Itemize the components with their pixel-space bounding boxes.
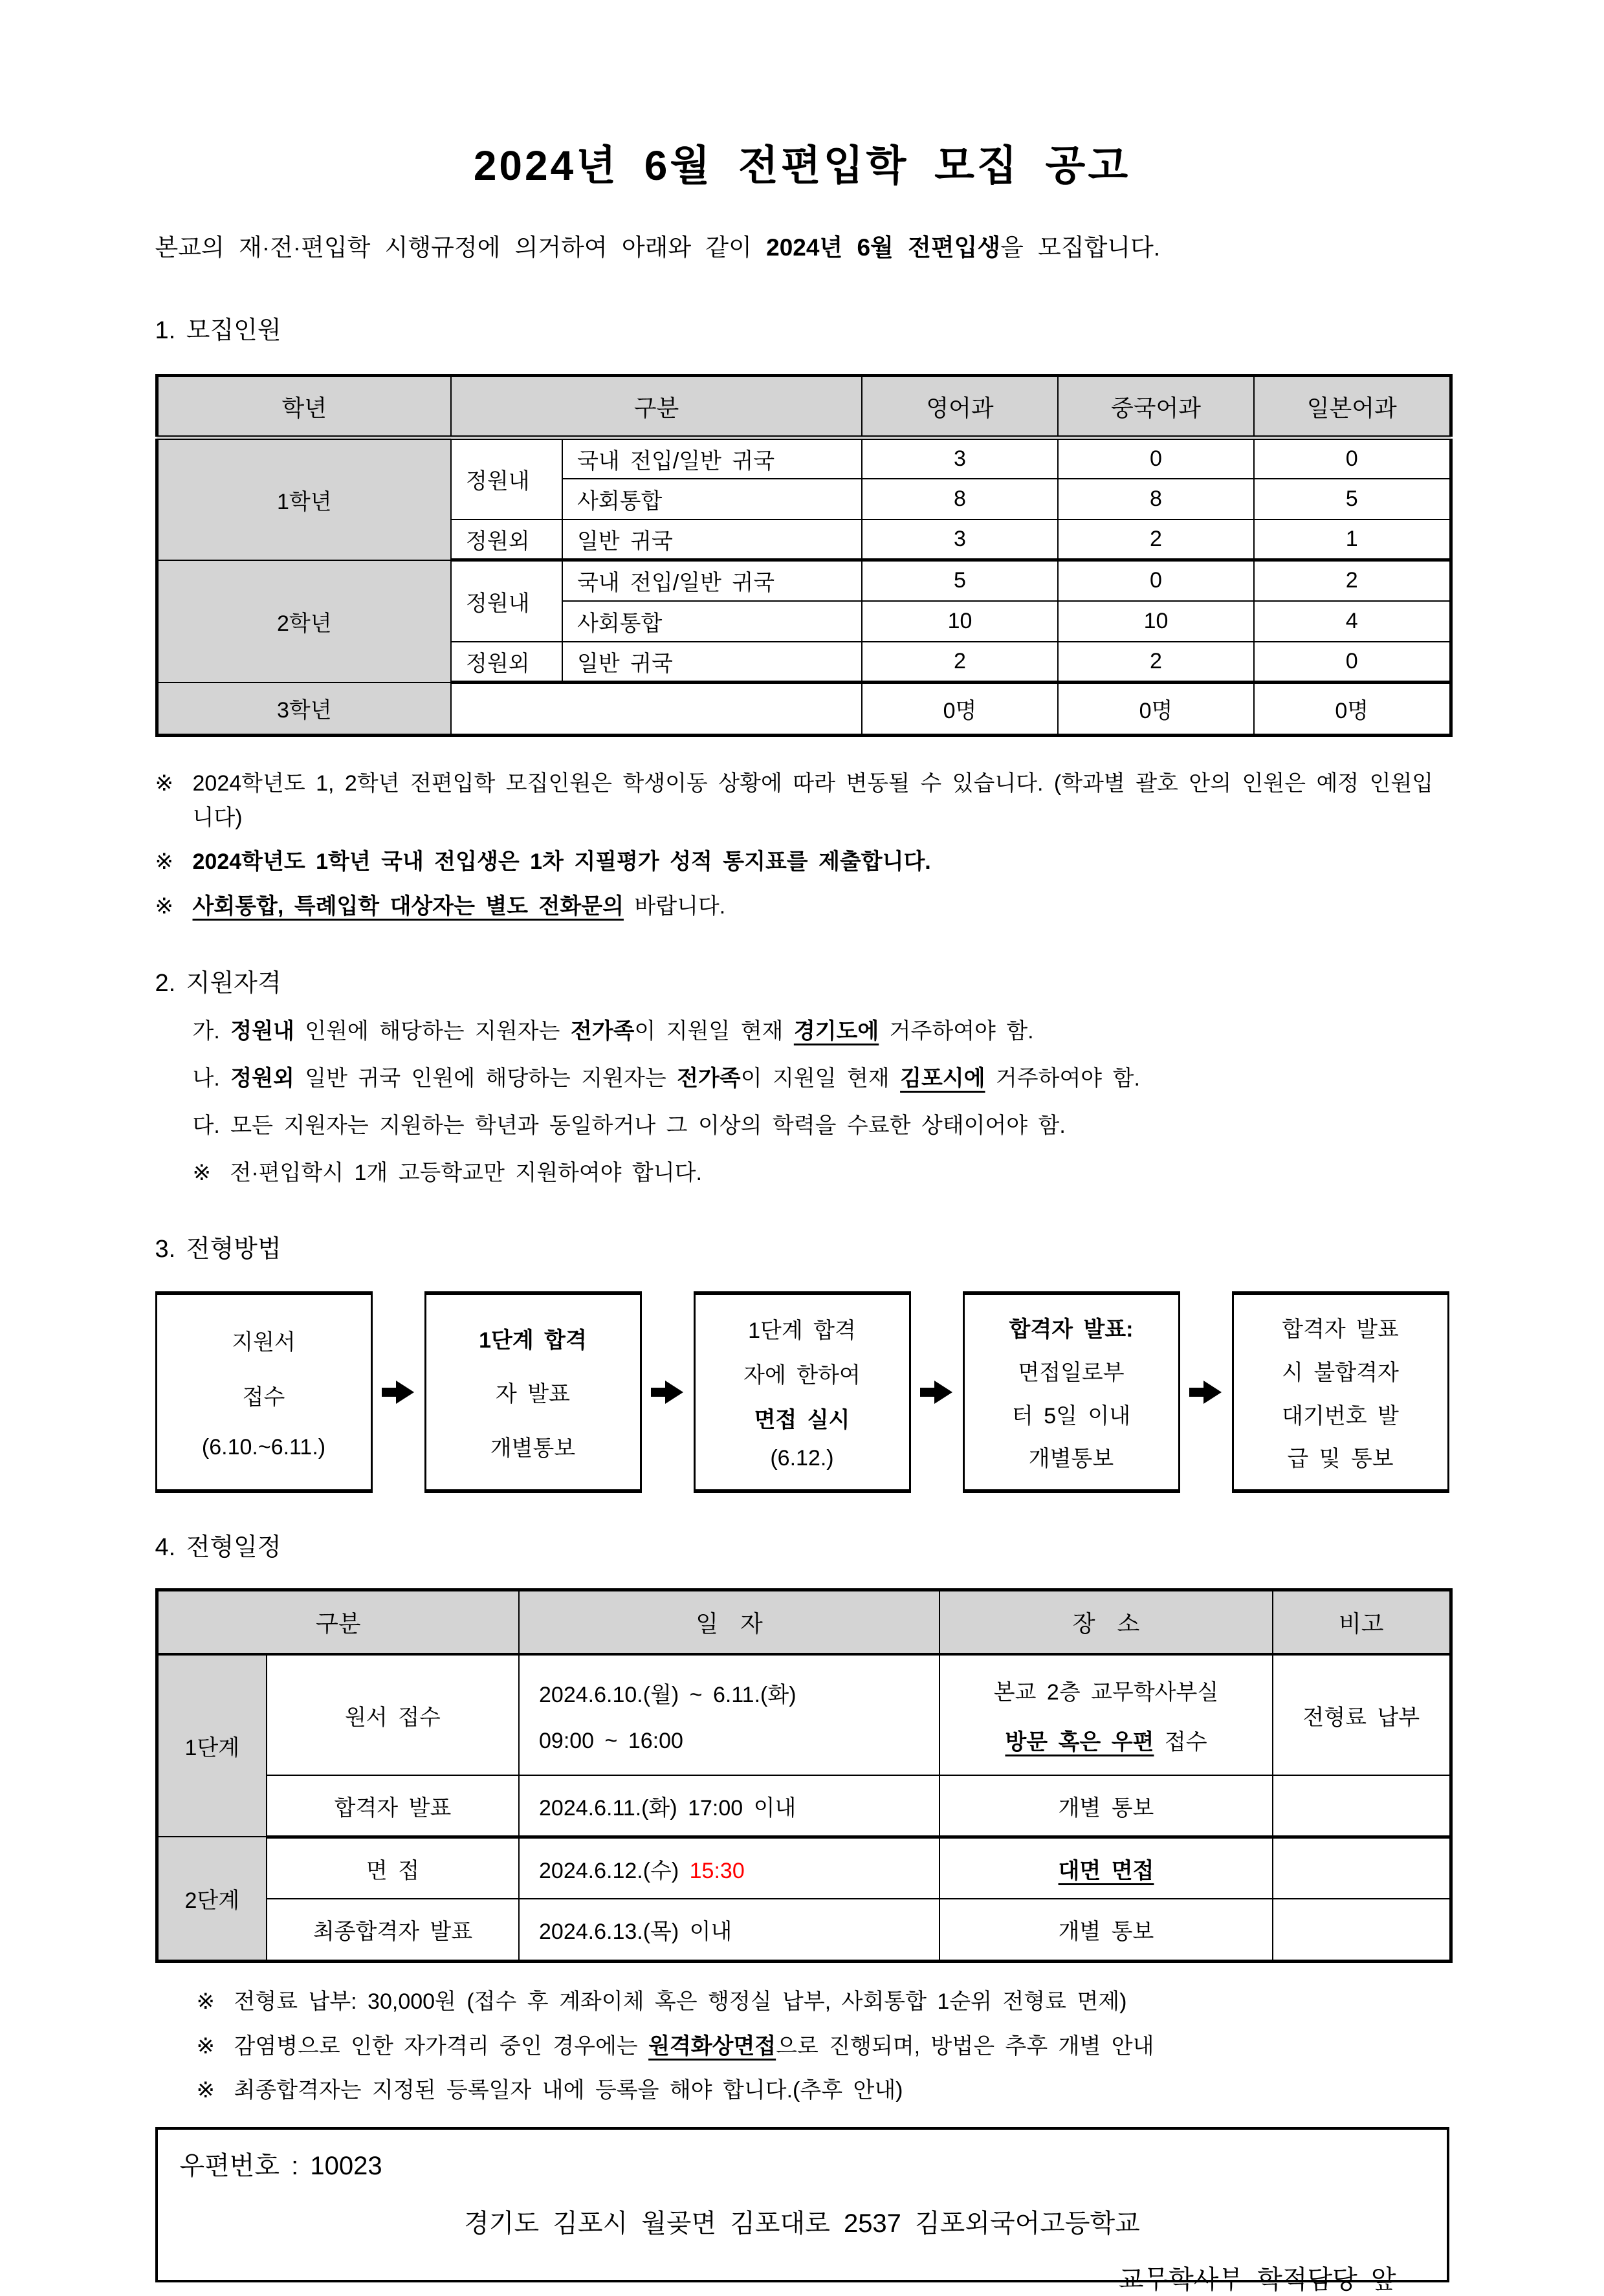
col-header-english: 영어과 [862, 376, 1058, 438]
item-bold: 전가족 [677, 1066, 741, 1091]
section1-heading: 1. 모집인원 [155, 317, 281, 345]
note-marker: ※ [155, 771, 173, 796]
item-text: 이 지원일 현재 [740, 1066, 901, 1091]
grade2-domestic-eng: 5 [862, 560, 1058, 601]
flow-step-line: 개별통보 [490, 1436, 576, 1461]
application-date-lines [539, 1656, 938, 1774]
flow-step-line: 지원서 [232, 1329, 296, 1355]
schedule-row-application [157, 1654, 1451, 1775]
flow-step-line: 접수 [242, 1385, 285, 1410]
flow-step-interview [694, 1291, 911, 1493]
note-text-pre: 감염병으로 인한 자가격리 중인 경우에는 [234, 2033, 649, 2059]
grade1-social-eng: 8 [862, 479, 1058, 519]
col-header-chinese: 중국어과 [1058, 376, 1254, 438]
interview-name: 면 접 [267, 1837, 519, 1899]
mailing-address-box [155, 2127, 1449, 2294]
grade1-social-chn: 8 [1058, 479, 1254, 519]
schedule-table-header-row [157, 1590, 1451, 1654]
section3-heading: 3. 전형방법 [155, 1235, 281, 1263]
note-grade1-transcript [155, 845, 1449, 879]
note-text-underlined: 사회통합, 특례입학 대상자는 별도 전화문의 [192, 894, 624, 919]
note-marker: ※ [155, 849, 173, 875]
intro-text-pre: 본교의 재·전·편입학 시행규정에 의거하여 아래와 같이 [155, 234, 767, 261]
flow-step-line: (6.10.~6.11.) [201, 1435, 326, 1460]
grade1-domestic-jpn: 0 [1254, 438, 1451, 479]
flow-step-line: 개별통보 [1028, 1447, 1114, 1472]
note-marker: ※ [155, 894, 173, 919]
note-variable-numbers [155, 767, 1449, 835]
stage1-result-place: 개별 통보 [939, 1775, 1273, 1837]
final-result-name: 최종합격자 발표 [267, 1899, 519, 1961]
grade2-cell: 2학년 [157, 560, 451, 683]
flow-step-line: 시 불합격자 [1282, 1361, 1399, 1386]
arrow-right-icon [1189, 1381, 1223, 1404]
flow-step-line: 자 발표 [496, 1382, 570, 1407]
grade1-social-jpn: 5 [1254, 479, 1451, 519]
recruitment-notes [155, 767, 1449, 924]
intro-paragraph [155, 232, 1449, 263]
col-header-category: 구분 [451, 376, 862, 438]
stage1-result-name: 합격자 발표 [267, 1775, 519, 1837]
flow-step-application [155, 1291, 373, 1493]
table-row-grade3 [157, 683, 1451, 736]
grade2-domestic-jpn: 2 [1254, 560, 1451, 601]
grade1-domestic-name: 국내 전입/일반 귀국 [562, 438, 862, 479]
grade2-return-jpn: 0 [1254, 642, 1451, 683]
grade2-domestic-name: 국내 전입/일반 귀국 [562, 560, 862, 601]
arrow-right-icon [651, 1381, 685, 1404]
note-fee [197, 1985, 1449, 2019]
place-bold-underline: 방문 혹은 우편 [1005, 1730, 1154, 1755]
item-text: 이 지원일 현재 [634, 1018, 794, 1044]
note-marker: ※ [196, 1989, 215, 2014]
grade2-return-eng: 2 [862, 642, 1058, 683]
section2-heading: 2. 지원자격 [155, 969, 281, 997]
col-header-date: 일 자 [519, 1590, 939, 1654]
stage1-result-note-empty [1273, 1775, 1451, 1837]
interview-date-text: 2024.6.12.(수) [539, 1858, 690, 1883]
grade3-empty-cell [451, 683, 862, 736]
recruitment-table-header-row [157, 376, 1451, 438]
table-row-grade2-domestic [157, 560, 1451, 601]
grade1-return-eng: 3 [862, 519, 1058, 560]
item-bold-underline: 김포시에 [900, 1066, 985, 1091]
grade1-cell: 1학년 [157, 438, 451, 560]
item-text: 인원에 해당하는 지원자는 [294, 1018, 571, 1044]
item-text: 거주하여야 함. [879, 1018, 1034, 1044]
item-bold: 정원내 [230, 1018, 294, 1044]
note-text [234, 2029, 1449, 2064]
school-address: 경기도 김포시 월곶면 김포대로 2537 김포외국어고등학교 [464, 2209, 1140, 2238]
intro-text-bold: 2024년 6월 전편입생 [766, 234, 1001, 261]
interview-place-bold-underline: 대면 면접 [1058, 1858, 1154, 1883]
grade1-outquota-cell: 정원외 [451, 519, 562, 560]
grade1-social-name: 사회통합 [562, 479, 862, 519]
admission-process-flowchart [155, 1291, 1449, 1493]
flow-step-line: 합격자 발표 [1282, 1317, 1399, 1342]
application-note: 전형료 납부 [1273, 1654, 1451, 1775]
flow-step-line-bold: 1단계 합격 [479, 1328, 587, 1353]
note-text: 전형료 납부: 30,000원 (접수 후 계좌이체 혹은 행정실 납부, 사회통합 1순위 전형료 면제) [234, 1989, 1127, 2014]
grade3-jpn: 0명 [1254, 683, 1451, 736]
eligibility-item-c: 다. 모든 지원자는 지원하는 학년과 동일하거나 그 이상의 학력을 수료한 상태이어야 함. [192, 1113, 1066, 1138]
schedule-row-final-result [157, 1899, 1451, 1961]
grade2-domestic-chn: 0 [1058, 560, 1254, 601]
grade2-return-name: 일반 귀국 [562, 642, 862, 683]
flow-step-waitlist [1232, 1291, 1449, 1493]
col-header-japanese: 일본어과 [1254, 376, 1451, 438]
item-bold-underline: 경기도에 [793, 1018, 879, 1044]
grade1-domestic-eng: 3 [862, 438, 1058, 479]
flow-step-line: (6.12.) [770, 1446, 834, 1471]
flow-step-line: 1단계 합격 [748, 1318, 856, 1344]
application-place-lines [941, 1656, 1271, 1774]
application-name: 원서 접수 [267, 1654, 519, 1775]
grade2-social-jpn: 4 [1254, 601, 1451, 642]
col-header-place: 장 소 [939, 1590, 1273, 1654]
final-result-place: 개별 통보 [939, 1899, 1273, 1961]
grade1-inquota-cell: 정원내 [451, 438, 562, 519]
application-place-line2 [941, 1724, 1271, 1756]
note-marker: ※ [196, 2078, 215, 2103]
schedule-notes [155, 1985, 1449, 2108]
grade3-chn: 0명 [1058, 683, 1254, 736]
grade1-return-name: 일반 귀국 [562, 519, 862, 560]
note-text-tail: 바랍니다. [623, 894, 726, 919]
application-date [519, 1654, 939, 1775]
grade3-cell: 3학년 [157, 683, 451, 736]
grade3-eng: 0명 [862, 683, 1058, 736]
grade2-outquota-cell: 정원외 [451, 642, 562, 683]
recruitment-table [155, 374, 1453, 737]
flow-step-line: 터 5일 이내 [1011, 1403, 1131, 1428]
final-result-note-empty [1273, 1899, 1451, 1961]
note-marker: ※ [192, 1160, 211, 1185]
address-recipient: 교무학사부 학적담당 앞 [1118, 2265, 1396, 2294]
flow-step-stage1-announcement [424, 1291, 642, 1493]
col-header-category: 구분 [157, 1590, 519, 1654]
application-date-line1: 2024.6.10.(월) ~ 6.11.(화) [539, 1682, 797, 1707]
application-date-line2: 09:00 ~ 16:00 [539, 1729, 683, 1753]
intro-text-post: 을 모집합니다. [1000, 234, 1161, 261]
note-text-bold: 2024학년도 1학년 국내 전입생은 1차 지필평가 성적 통지표를 제출합니다. [192, 849, 931, 875]
grade2-social-name: 사회통합 [562, 601, 862, 642]
col-header-grade: 학년 [157, 376, 451, 438]
schedule-row-interview [157, 1837, 1451, 1899]
schedule-table [155, 1588, 1453, 1963]
item-bold: 정원외 [230, 1066, 294, 1091]
application-place-line1: 본교 2층 교무학사부실 [993, 1680, 1219, 1705]
table-row-grade1-domestic [157, 438, 1451, 479]
eligibility-item-a [193, 1015, 1449, 1048]
note-social-integration-call [155, 890, 1449, 924]
grade2-social-eng: 10 [862, 601, 1058, 642]
grade1-return-jpn: 1 [1254, 519, 1451, 560]
note-remote-interview [197, 2029, 1449, 2064]
arrow-right-icon [382, 1381, 415, 1404]
note-text: 2024학년도 1, 2학년 전편입학 모집인원은 학생이동 상황에 따라 변동될 수 있습니다. (학과별 괄호 안의 인원은 예정 인원입니다) [192, 771, 1434, 830]
col-header-note: 비고 [1273, 1590, 1451, 1654]
flow-step-line: 대기번호 발 [1282, 1403, 1399, 1428]
flow-step-line: 면접일로부 [1018, 1361, 1125, 1386]
grade2-return-chn: 2 [1058, 642, 1254, 683]
flow-step-final-announcement [963, 1291, 1180, 1493]
flow-step-line: 자에 한하여 [743, 1363, 861, 1388]
item-prefix: 나. [192, 1066, 231, 1091]
item-text: 일반 귀국 인원에 해당하는 지원자는 [294, 1066, 677, 1091]
grade1-domestic-chn: 0 [1058, 438, 1254, 479]
postal-code: 우편번호 : 10023 [179, 2151, 382, 2180]
final-result-date: 2024.6.13.(목) 이내 [519, 1899, 939, 1961]
note-text: 최종합격자는 지정된 등록일자 내에 등록을 해야 합니다.(추후 안내) [234, 2078, 903, 2103]
note-registration [197, 2073, 1449, 2108]
flow-step-line-bold: 면접 실시 [754, 1407, 850, 1432]
item-text: 거주하여야 함. [985, 1066, 1140, 1091]
eligibility-item-b [193, 1062, 1449, 1095]
eligibility-item-note [193, 1157, 1449, 1190]
grade1-return-chn: 2 [1058, 519, 1254, 560]
arrow-right-icon [920, 1381, 954, 1404]
grade2-social-chn: 10 [1058, 601, 1254, 642]
item-text: 전·편입학시 1개 고등학교만 지원하여야 합니다. [230, 1160, 702, 1185]
interview-note-empty [1273, 1837, 1451, 1899]
note-text [193, 890, 1449, 924]
stage1-cell: 1단계 [157, 1654, 267, 1837]
flow-step-line: 급 및 통보 [1287, 1447, 1394, 1472]
schedule-row-stage1-result [157, 1775, 1451, 1837]
item-prefix: 가. [192, 1018, 231, 1044]
interview-date [519, 1837, 939, 1899]
application-place [939, 1654, 1273, 1775]
stage1-result-date: 2024.6.11.(화) 17:00 이내 [519, 1775, 939, 1837]
flow-step-line-bold: 합격자 발표: [1009, 1317, 1134, 1342]
interview-time-red: 15:30 [689, 1858, 745, 1883]
note-marker: ※ [196, 2033, 215, 2059]
eligibility-list [155, 1015, 1449, 1190]
page-title: 2024년 6월 전편입학 모집 공고 [473, 142, 1131, 189]
note-text-post: 으로 진행되며, 방법은 추후 개별 안내 [776, 2033, 1154, 2059]
grade2-inquota-cell: 정원내 [451, 560, 562, 642]
item-bold: 전가족 [570, 1018, 635, 1044]
stage2-cell: 2단계 [157, 1837, 267, 1961]
section4-heading: 4. 전형일정 [155, 1533, 281, 1561]
place-tail: 접수 [1154, 1730, 1207, 1755]
document-content [155, 0, 1449, 2294]
note-text-underlined: 원격화상면접 [648, 2033, 776, 2059]
interview-place [939, 1837, 1273, 1899]
